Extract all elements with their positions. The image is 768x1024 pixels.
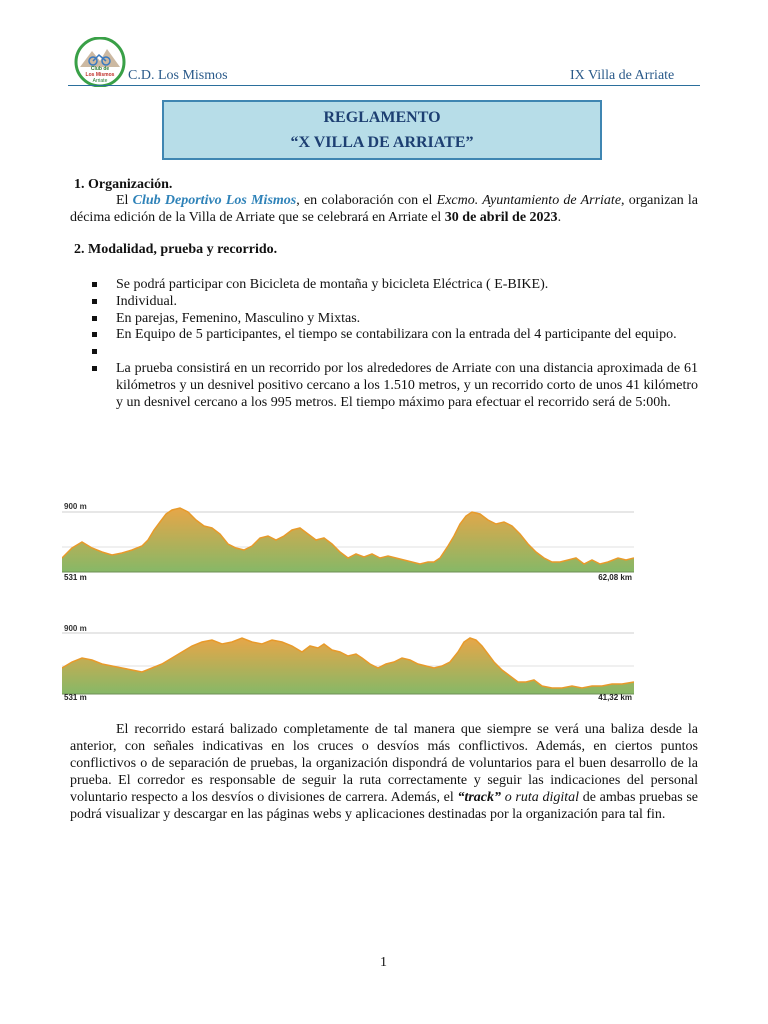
elevation-profile-short (62, 622, 634, 702)
ayuntamiento-name: Excmo. Ayuntamiento de Arriate (436, 193, 622, 208)
event-date: 30 de abril de 2023 (444, 210, 558, 225)
profile-long-min-label: 531 m (64, 573, 87, 582)
modalidad-list (92, 277, 698, 411)
title-box (162, 100, 602, 160)
header-right: IX Villa de Arriate (570, 68, 675, 83)
club-logo (74, 37, 126, 87)
header-divider (68, 85, 700, 86)
list-item (92, 344, 698, 361)
profile-short-min-label: 531 m (64, 693, 87, 702)
closing-paragraph: El recorrido estará balizado completamente de tal manera que siempre se verá una baliza desde la anterior, con señales indicativas en los cruces o desvíos más conflictivos. Además, en ciertos puntos conflictivos o de separación de pruebas, la organización dispondrá de voluntarios para el buen desarrollo de la prueba. El corredor es responsable de seguir la ruta correctamente y seguir las indicaciones del personal voluntario respecto a los desvíos o divisiones de carrera. Además, el “track” o ruta digital de ambas pruebas se podrá visualizar y descargar en las páginas webs y aplicaciones destinadas por la organización para tal fin. (70, 722, 699, 822)
profile-long-top-label: 900 m (64, 502, 87, 511)
elevation-profile-long (62, 500, 634, 584)
list-item: En parejas, Femenino, Masculino y Mixtas. (92, 311, 698, 328)
list-item: Individual. (92, 294, 698, 311)
page-number: 1 (380, 955, 387, 970)
title-line-2: “X VILLA DE ARRIATE” (290, 134, 474, 151)
list-item: En Equipo de 5 participantes, el tiempo se contabilizara con la entrada del 4 participante del equipo. (92, 327, 698, 344)
list-item: La prueba consistirá en un recorrido por los alrededores de Arriate con una distancia aproximada de 61 kilómetros y un desnivel positivo cercano a los 1.510 metros, y un recorrido corto de unos 41 kilómetro y un desnivel cercano a los 995 metros. El tiempo máximo para efectuar el recorrido será de 5:00h. (92, 361, 698, 411)
logo-text-1: Club de (90, 66, 110, 72)
profile-short-distance-label: 41,32 km (598, 693, 632, 702)
logo-text-3: Arriate (92, 78, 108, 84)
section-1-heading: 1. Organización. (74, 177, 173, 192)
header-left: C.D. Los Mismos (128, 68, 228, 83)
track-term: “track” (457, 790, 502, 805)
section-1-paragraph: El Club Deportivo Los Mismos, en colaboración con el Excmo. Ayuntamiento de Arriate, organizan la décima edición de la Villa de Arriate que se celebrará en Arriate el 30 de abril de 2023. (70, 193, 699, 225)
list-item: Se podrá participar con Bicicleta de montaña y bicicleta Eléctrica ( E-BIKE). (92, 277, 698, 294)
logo-text-2: Los Mismos (85, 72, 115, 78)
section-2-heading: 2. Modalidad, prueba y recorrido. (74, 242, 278, 257)
club-name: Club Deportivo Los Mismos (132, 193, 297, 208)
profile-long-distance-label: 62,08 km (598, 573, 632, 582)
title-line-1: REGLAMENTO (323, 109, 441, 126)
profile-short-top-label: 900 m (64, 624, 87, 633)
